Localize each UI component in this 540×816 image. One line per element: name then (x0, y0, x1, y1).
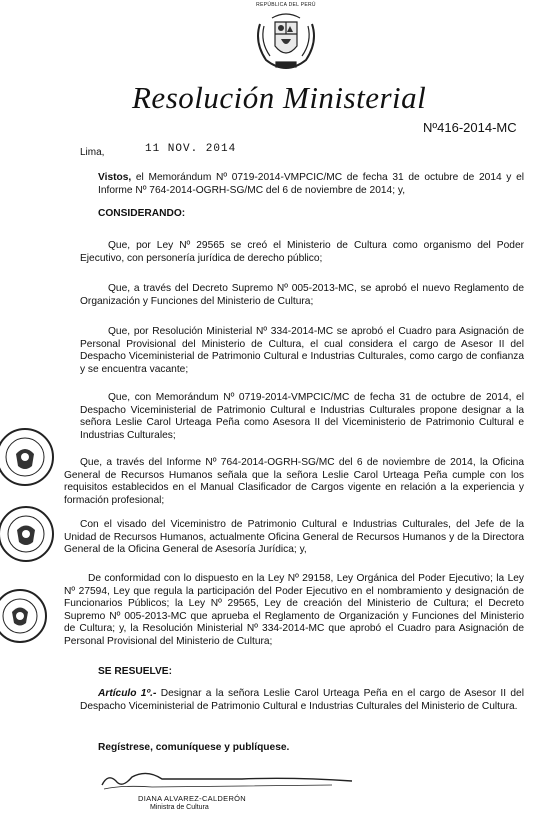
document-title: Resolución Ministerial (132, 80, 427, 115)
ministry-seal-2 (0, 503, 56, 565)
coat-of-arms-icon (250, 2, 322, 76)
ministry-seal-icon (0, 426, 56, 488)
closing-formula: Regístrese, comuníquese y publíquese. (98, 742, 290, 753)
place-label: Lima, (80, 147, 105, 158)
considerando-paragraph-1: Que, por Ley Nº 29565 se creó el Ministerio de Cultura como organismo del Poder Ejecutivo, con personería jurídica de derecho público; (80, 240, 524, 264)
articulo-1-label: Artículo 1º.- (98, 688, 157, 699)
articulo-1-text: Designar a la señora Leslie Carol Urteaga Peña en el cargo de Asesor II del Despacho Viceministerial de Patrimonio Cultural e Industrias Culturales del Ministerio de Cultura. (80, 688, 524, 712)
crest-label: REPÚBLICA DEL PERÚ (256, 2, 316, 8)
vistos-paragraph (98, 172, 524, 197)
handwritten-signature-icon (92, 765, 372, 795)
ministry-seal-1 (0, 426, 56, 488)
ministry-seal-icon (0, 503, 56, 565)
stamped-date: 11 NOV. 2014 (145, 143, 237, 155)
considerando-paragraph-5: Que, a través del Informe Nº 764-2014-OGRH-SG/MC del 6 de noviembre de 2014, la Oficina General de Recursos Humanos señala que la señora Leslie Carol Urteaga Peña cumple con los requisitos establecidos en el Manual Clasificador de Cargos vigente en relación a la experiencia y formación profesional; (64, 457, 524, 506)
ministry-seal-icon (0, 584, 50, 648)
considerando-paragraph-2: Que, a través del Decreto Supremo Nº 005-2013-MC, se aprobó el nuevo Reglamento de Organización y Funciones del Ministerio de Cultura; (80, 283, 524, 307)
se-resuelve-heading: SE RESUELVE: (98, 666, 172, 677)
considerando-heading: CONSIDERANDO: (98, 208, 186, 219)
ministry-seal-3 (0, 584, 50, 648)
signer-title: Ministra de Cultura (150, 804, 209, 811)
vistos-text: el Memorándum Nº 0719-2014-VMPCIC/MC de fecha 31 de octubre de 2014 y el Informe Nº 764-2014-OGRH-SG/MC del 6 de noviembre de 2014; y, (98, 172, 524, 196)
considerando-paragraph-4: Que, con Memorándum Nº 0719-2014-VMPCIC/MC de fecha 31 de octubre de 2014, el Despacho Viceministerial de Patrimonio Cultural e Industrias Culturales propone designar a la señora Leslie Carol Urteaga Peña como Asesora II del Viceministerio de Patrimonio Cultural e Industrias Culturales; (80, 392, 524, 441)
signer-name: DIANA ALVAREZ-CALDERÓN (138, 794, 247, 803)
resolution-number: Nº416-2014-MC (423, 120, 517, 135)
national-crest (250, 2, 322, 76)
considerando-paragraph-3: Que, por Resolución Ministerial Nº 334-2014-MC se aprobó el Cuadro para Asignación de Personal Provisional del Ministerio de Cultura, el cual considera el cargo de Asesor II del Despacho Viceministerial de Patrimonio Cultural e Industrias Culturales, como cargo de confianza y se encuentra vacante; (80, 326, 524, 375)
considerando-paragraph-7: De conformidad con lo dispuesto en la Ley Nº 29158, Ley Orgánica del Poder Ejecutivo; la Ley Nº 27594, Ley que regula la participación del Poder Ejecutivo en el nombramiento y designación de Funcionarios Públicos; la Ley Nº 29565, Ley de creación del Ministerio de Cultura; el Decreto Supremo Nº 005-2013-MC que aprueba el Reglamento de Organización y Funciones del Ministerio de Cultura; y, la Resolución Ministerial Nº 334-2014-MC que aprobó el Cuadro para Asignación de Personal Provisional del Ministerio de Cultura; (64, 573, 524, 647)
vistos-label: Vistos, (98, 172, 132, 183)
considerando-paragraph-6: Con el visado del Viceministro de Patrimonio Cultural e Industrias Culturales, del Jefe de la Unidad de Recursos Humanos, actualmente Oficina General de Recursos Humanos y de la Directora General de la Oficina General de Asesoría Jurídica; y, (64, 519, 524, 556)
articulo-1-paragraph (80, 688, 524, 713)
